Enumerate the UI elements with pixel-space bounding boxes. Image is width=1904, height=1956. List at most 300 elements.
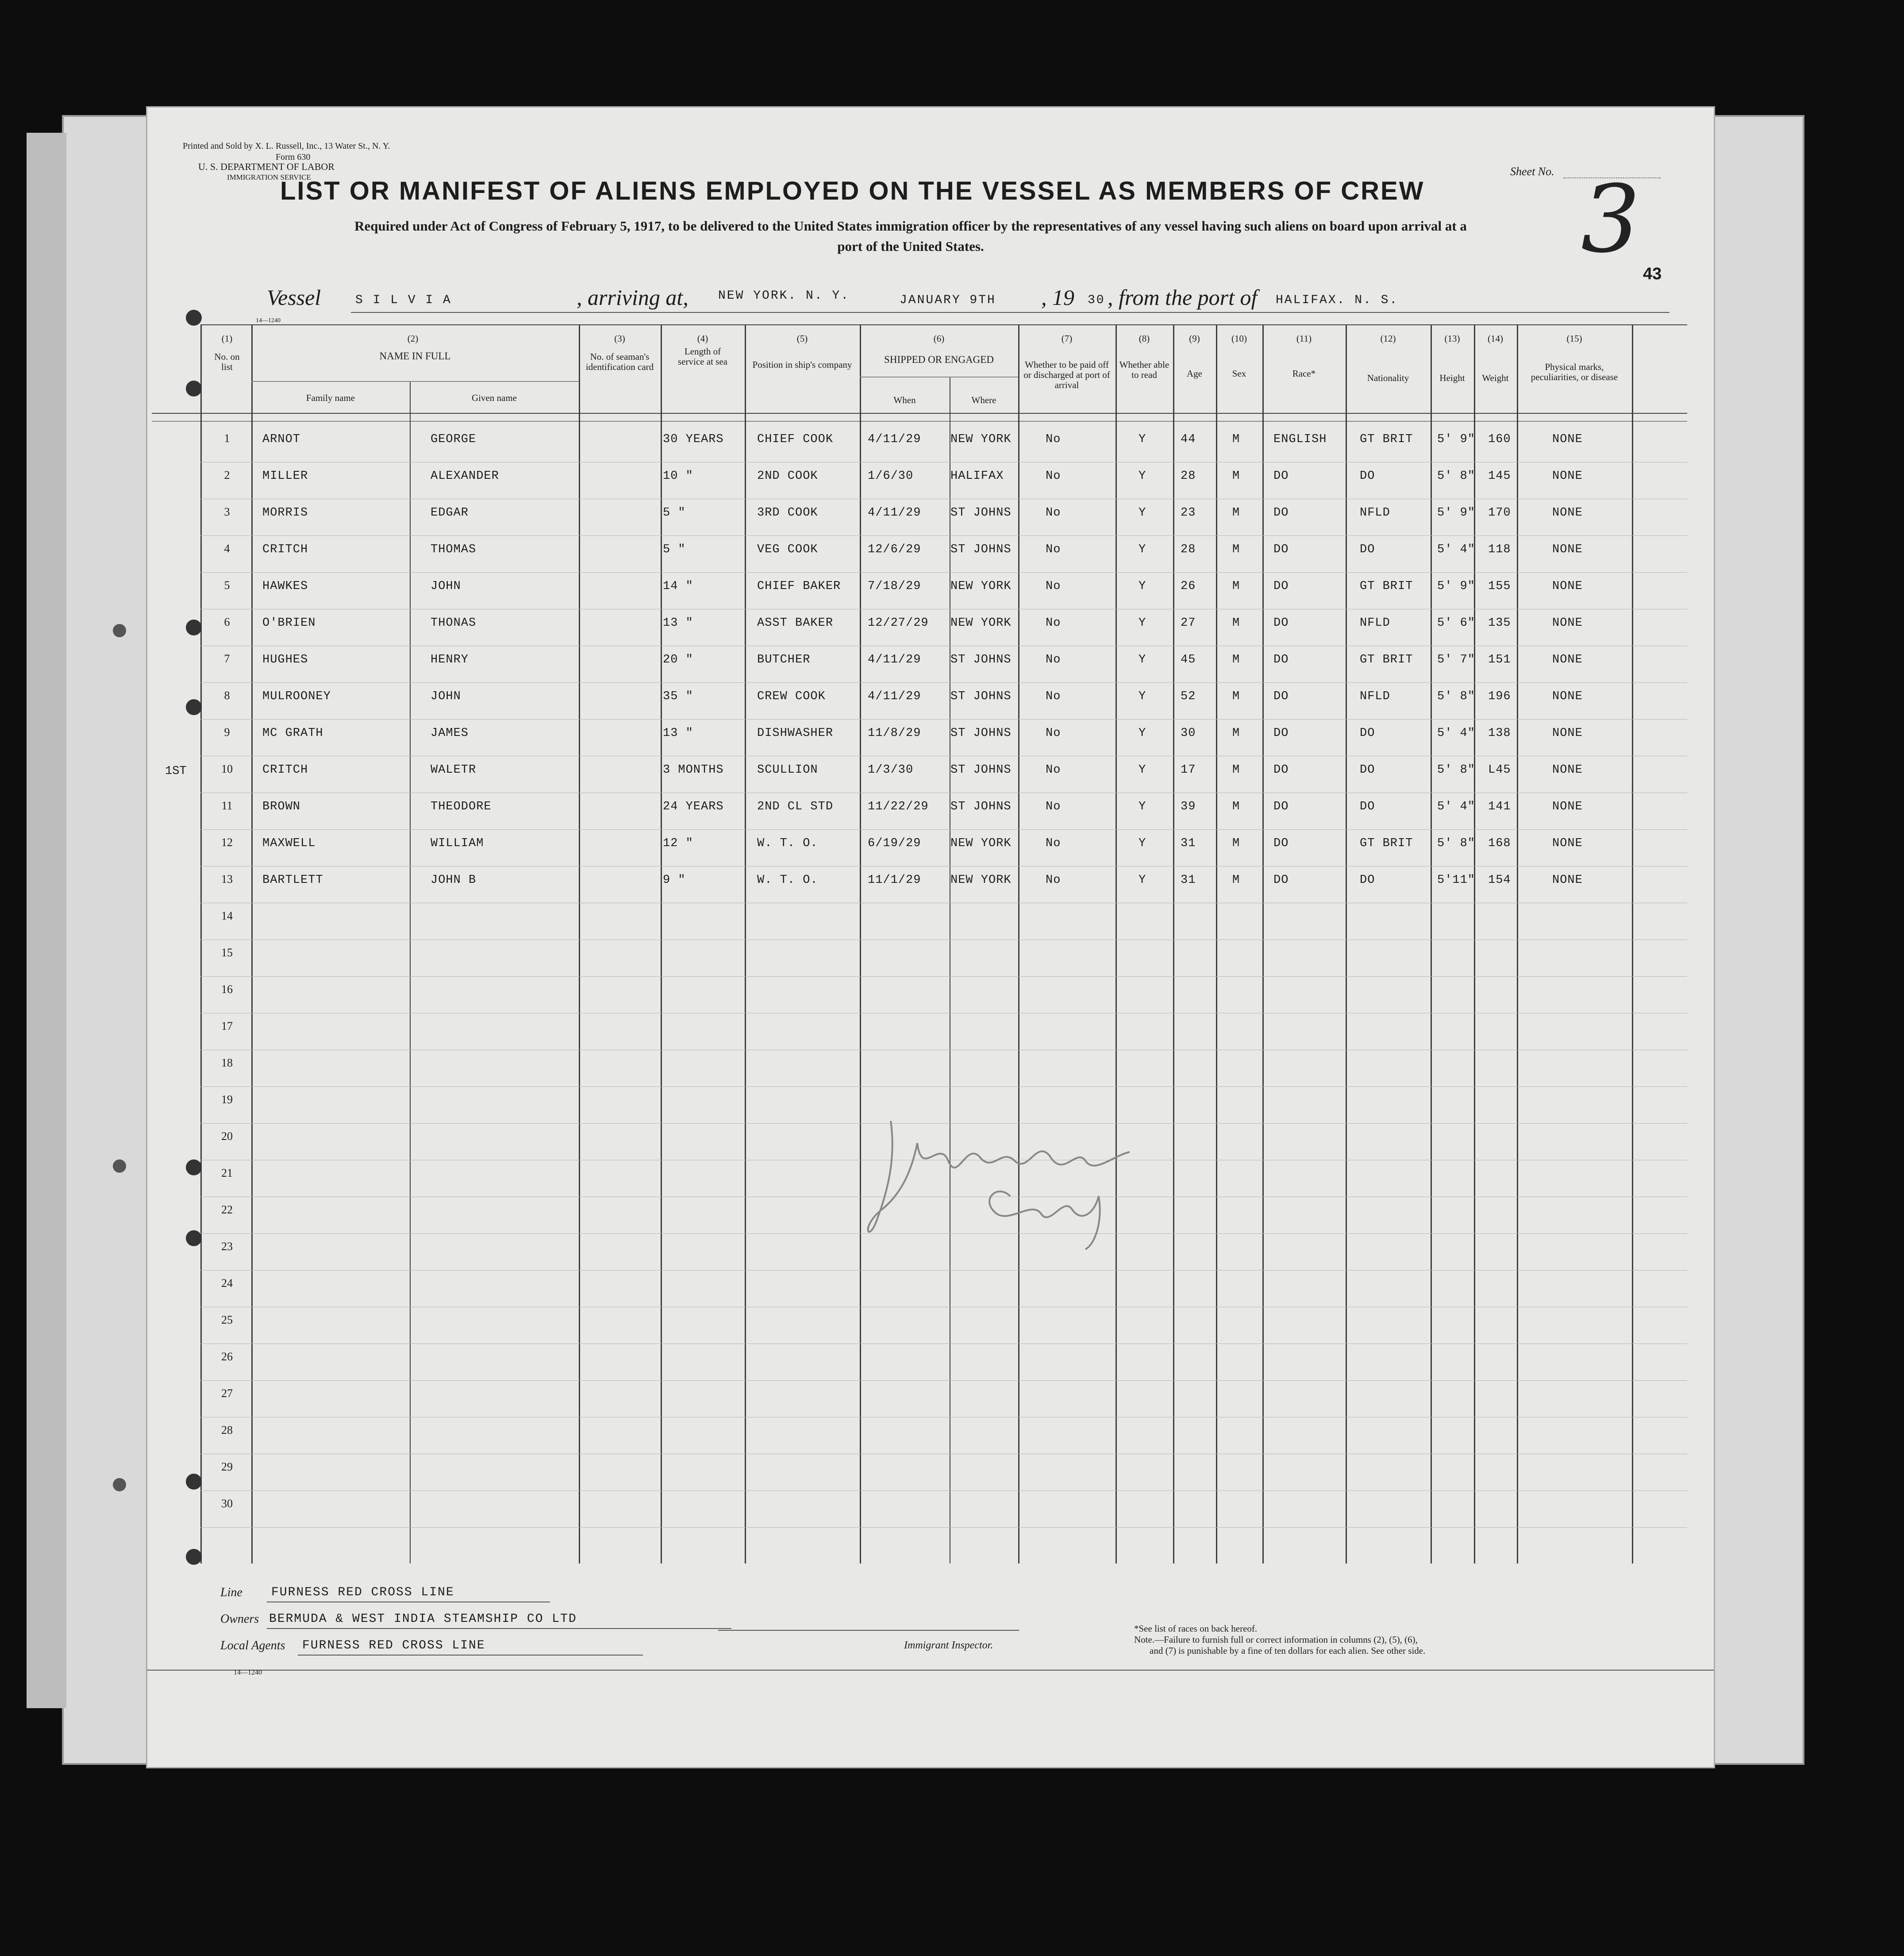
cell-nat: GT BRIT bbox=[1360, 653, 1413, 666]
cell-race: DO bbox=[1273, 653, 1289, 666]
cell-weight: 141 bbox=[1488, 800, 1511, 813]
punch-hole bbox=[113, 624, 126, 637]
cell-given: WILLIAM bbox=[431, 837, 484, 850]
cell-height: 5' 8" bbox=[1437, 837, 1476, 850]
row-rule bbox=[200, 1086, 1687, 1087]
cell-sex: M bbox=[1232, 433, 1240, 446]
row-number: 26 bbox=[221, 1350, 233, 1363]
col10-header: Sex bbox=[1232, 368, 1246, 379]
cell-race: DO bbox=[1273, 543, 1289, 556]
subtitle-line-2: port of the United States. bbox=[837, 239, 984, 254]
table-row bbox=[147, 873, 1714, 909]
cell-height: 5' 9" bbox=[1437, 580, 1476, 593]
cell-nat: NFLD bbox=[1360, 690, 1390, 703]
cell-given: JOHN bbox=[431, 580, 461, 593]
inspector-signature-line bbox=[718, 1630, 1019, 1631]
cell-age: 26 bbox=[1181, 580, 1196, 593]
cell-marks: NONE bbox=[1552, 874, 1583, 887]
cell-where: HALIFAX bbox=[950, 470, 1004, 483]
cell-family: CRITCH bbox=[262, 763, 308, 777]
table-row bbox=[147, 579, 1714, 616]
cell-height: 5' 8" bbox=[1437, 763, 1476, 777]
col7-num: (7) bbox=[1061, 333, 1073, 344]
cell-race: DO bbox=[1273, 690, 1289, 703]
cell-race: ENGLISH bbox=[1273, 433, 1327, 446]
header-bottom-rule bbox=[152, 413, 1687, 414]
table-row bbox=[147, 542, 1714, 579]
col11-num: (11) bbox=[1296, 333, 1312, 344]
cell-height: 5'11" bbox=[1437, 874, 1476, 887]
cell-nat: NFLD bbox=[1360, 506, 1390, 520]
cell-nat: GT BRIT bbox=[1360, 580, 1413, 593]
table-row bbox=[147, 469, 1714, 505]
col4-header: Length of service at sea bbox=[678, 346, 727, 367]
cell-weight: L45 bbox=[1488, 763, 1511, 777]
cell-paid: No bbox=[1046, 470, 1061, 483]
cell-service: 35 " bbox=[663, 690, 693, 703]
cell-where: NEW YORK bbox=[950, 580, 1012, 593]
cell-sex: M bbox=[1232, 763, 1240, 777]
row-rule bbox=[200, 1527, 1687, 1528]
where-header: Where bbox=[971, 395, 996, 405]
cell-when: 4/11/29 bbox=[868, 653, 921, 666]
row-number: 25 bbox=[221, 1313, 233, 1326]
cell-read: Y bbox=[1139, 800, 1146, 813]
form-number: Form 630 bbox=[276, 152, 311, 162]
col3-header: No. of seaman's identification card bbox=[585, 351, 654, 372]
col15-num: (15) bbox=[1566, 333, 1582, 344]
printer-line: Printed and Sold by X. L. Russell, Inc., 13 Water St., N. Y. bbox=[183, 141, 390, 151]
cell-paid: No bbox=[1046, 433, 1061, 446]
table-body bbox=[147, 421, 1714, 1563]
owners-underline bbox=[267, 1628, 731, 1629]
col10-num: (10) bbox=[1231, 333, 1247, 344]
agents-value: FURNESS RED CROSS LINE bbox=[302, 1639, 485, 1652]
table-row bbox=[147, 799, 1714, 836]
punch-hole bbox=[186, 1549, 202, 1565]
cell-marks: NONE bbox=[1552, 727, 1583, 740]
col2-header: NAME IN FULL bbox=[379, 350, 451, 362]
cell-age: 27 bbox=[1181, 616, 1196, 630]
col8-num: (8) bbox=[1139, 333, 1150, 344]
cell-marks: NONE bbox=[1552, 653, 1583, 666]
cell-position: 2ND COOK bbox=[757, 470, 818, 483]
cell-where: NEW YORK bbox=[950, 616, 1012, 630]
cell-when: 12/6/29 bbox=[868, 543, 921, 556]
cell-marks: NONE bbox=[1552, 616, 1583, 630]
col14-num: (14) bbox=[1488, 333, 1503, 344]
cell-family: MULROONEY bbox=[262, 690, 331, 703]
form-code-bottom: 14—1240 bbox=[234, 1669, 262, 1676]
cell-paid: No bbox=[1046, 874, 1061, 887]
row-number: 28 bbox=[221, 1424, 233, 1436]
cell-given: THONAS bbox=[431, 616, 477, 630]
cell-marks: NONE bbox=[1552, 433, 1583, 446]
year-label: , 19 bbox=[1041, 285, 1074, 310]
cell-read: Y bbox=[1139, 543, 1146, 556]
cell-where: ST JOHNS bbox=[950, 506, 1012, 520]
races-note: *See list of races on back hereof. bbox=[1134, 1623, 1258, 1634]
cell-sex: M bbox=[1232, 506, 1240, 520]
cell-marks: NONE bbox=[1552, 837, 1583, 850]
cell-marks: NONE bbox=[1552, 543, 1583, 556]
cell-service: 3 MONTHS bbox=[663, 763, 724, 777]
cell-nat: DO bbox=[1360, 800, 1375, 813]
punch-hole bbox=[186, 1474, 202, 1490]
cell-given: GEORGE bbox=[431, 433, 477, 446]
table-row bbox=[147, 689, 1714, 726]
cell-family: MAXWELL bbox=[262, 837, 316, 850]
sheet-number-handwritten: 3 bbox=[1581, 165, 1640, 273]
cell-position: ASST BAKER bbox=[757, 616, 834, 630]
cell-sex: M bbox=[1232, 543, 1240, 556]
cell-position: CREW COOK bbox=[757, 690, 826, 703]
cell-marks: NONE bbox=[1552, 800, 1583, 813]
vessel-label: Vessel bbox=[267, 285, 321, 310]
row-number: 6 bbox=[224, 616, 230, 628]
row-number: 18 bbox=[221, 1056, 233, 1069]
cell-height: 5' 6" bbox=[1437, 616, 1476, 630]
table-row bbox=[147, 616, 1714, 652]
col13-num: (13) bbox=[1444, 333, 1460, 344]
owners-value: BERMUDA & WEST INDIA STEAMSHIP CO LTD bbox=[269, 1612, 577, 1626]
cell-given: THEODORE bbox=[431, 800, 492, 813]
row-number: 15 bbox=[221, 946, 233, 959]
col3-num: (3) bbox=[614, 333, 625, 344]
col2-subrule bbox=[251, 381, 579, 382]
cell-given: EDGAR bbox=[431, 506, 469, 520]
cell-service: 5 " bbox=[663, 543, 686, 556]
service: IMMIGRATION SERVICE bbox=[227, 173, 311, 181]
punch-hole bbox=[186, 1159, 202, 1175]
cell-weight: 138 bbox=[1488, 727, 1511, 740]
cell-family: HAWKES bbox=[262, 580, 308, 593]
cell-nat: NFLD bbox=[1360, 616, 1390, 630]
col11-header: Race* bbox=[1292, 368, 1316, 379]
cell-family: BARTLETT bbox=[262, 874, 323, 887]
cell-race: DO bbox=[1273, 800, 1289, 813]
line-label: Line bbox=[220, 1586, 242, 1599]
cell-nat: GT BRIT bbox=[1360, 433, 1413, 446]
cell-nat: DO bbox=[1360, 727, 1375, 740]
cell-race: DO bbox=[1273, 837, 1289, 850]
cell-age: 23 bbox=[1181, 506, 1196, 520]
col4-num: (4) bbox=[697, 333, 708, 344]
cell-age: 28 bbox=[1181, 470, 1196, 483]
cell-when: 4/11/29 bbox=[868, 506, 921, 520]
cell-weight: 145 bbox=[1488, 470, 1511, 483]
col15-header: Physical marks, peculiarities, or disease bbox=[1531, 362, 1618, 382]
cell-age: 17 bbox=[1181, 763, 1196, 777]
punch-hole bbox=[186, 310, 202, 326]
cell-position: W. T. O. bbox=[757, 874, 818, 887]
col1-header: No. on list bbox=[214, 351, 240, 372]
cell-nat: GT BRIT bbox=[1360, 837, 1413, 850]
margin-mark: 1ST bbox=[165, 765, 187, 778]
fine-note-2: and (7) is punishable by a fine of ten dollars for each alien. See other side. bbox=[1150, 1645, 1426, 1656]
cell-when: 4/11/29 bbox=[868, 433, 921, 446]
given-name-header: Given name bbox=[471, 393, 517, 403]
col1-num: (1) bbox=[221, 333, 233, 344]
cell-paid: No bbox=[1046, 763, 1061, 777]
inspector-signature bbox=[864, 1112, 1147, 1254]
cell-race: DO bbox=[1273, 874, 1289, 887]
col2-num: (2) bbox=[407, 333, 419, 344]
cell-where: ST JOHNS bbox=[950, 690, 1012, 703]
cell-paid: No bbox=[1046, 543, 1061, 556]
fine-note-1: Note.—Failure to furnish full or correct information in columns (2), (5), (6), bbox=[1134, 1634, 1418, 1645]
inspector-label: Immigrant Inspector. bbox=[904, 1640, 993, 1651]
cell-race: DO bbox=[1273, 727, 1289, 740]
row-number: 8 bbox=[224, 689, 230, 702]
cell-sex: M bbox=[1232, 580, 1240, 593]
cell-sex: M bbox=[1232, 800, 1240, 813]
cell-service: 30 YEARS bbox=[663, 433, 724, 446]
cell-race: DO bbox=[1273, 506, 1289, 520]
col5-header: Position in ship's company bbox=[752, 359, 852, 370]
cell-read: Y bbox=[1139, 837, 1146, 850]
cell-family: MILLER bbox=[262, 470, 308, 483]
row-number: 11 bbox=[221, 799, 233, 812]
cell-position: 3RD COOK bbox=[757, 506, 818, 520]
arriving-label: , arriving at, bbox=[577, 285, 689, 310]
cell-service: 10 " bbox=[663, 470, 693, 483]
row-number: 24 bbox=[221, 1277, 233, 1290]
cell-when: 1/6/30 bbox=[868, 470, 914, 483]
row-number: 2 bbox=[224, 469, 230, 481]
cell-age: 44 bbox=[1181, 433, 1196, 446]
cell-when: 6/19/29 bbox=[868, 837, 921, 850]
cell-paid: No bbox=[1046, 653, 1061, 666]
cell-nat: DO bbox=[1360, 874, 1375, 887]
cell-where: ST JOHNS bbox=[950, 800, 1012, 813]
department: U. S. DEPARTMENT OF LABOR bbox=[198, 161, 335, 172]
form-title: LIST OR MANIFEST OF ALIENS EMPLOYED ON THE VESSEL AS MEMBERS OF CREW bbox=[280, 177, 1425, 205]
punch-hole bbox=[186, 699, 202, 715]
cell-age: 28 bbox=[1181, 543, 1196, 556]
cell-read: Y bbox=[1139, 874, 1146, 887]
cell-height: 5' 4" bbox=[1437, 543, 1476, 556]
cell-race: DO bbox=[1273, 470, 1289, 483]
row-number: 23 bbox=[221, 1240, 233, 1253]
punch-hole bbox=[186, 620, 202, 635]
cell-position: VEG COOK bbox=[757, 543, 818, 556]
cell-position: DISHWASHER bbox=[757, 727, 834, 740]
crew-table bbox=[147, 324, 1714, 1670]
col14-header: Weight bbox=[1482, 373, 1509, 383]
row-number: 7 bbox=[224, 652, 230, 665]
cell-read: Y bbox=[1139, 470, 1146, 483]
row-number: 14 bbox=[221, 909, 233, 922]
form-subtitle bbox=[174, 216, 1647, 257]
arrival-date: JANUARY 9TH bbox=[900, 293, 996, 307]
row-rule bbox=[200, 1490, 1687, 1491]
cell-family: CRITCH bbox=[262, 543, 308, 556]
cell-sex: M bbox=[1232, 616, 1240, 630]
binding-edge bbox=[27, 133, 66, 1708]
col12-num: (12) bbox=[1380, 333, 1396, 344]
line-value: FURNESS RED CROSS LINE bbox=[271, 1586, 454, 1599]
subtitle-line-1: Required under Act of Congress of February 5, 1917, to be delivered to the United States immigration officer by the representatives of any vessel having such aliens on board upon arrival at a bbox=[354, 218, 1467, 234]
cell-age: 39 bbox=[1181, 800, 1196, 813]
cell-family: MC GRATH bbox=[262, 727, 323, 740]
vessel-name: S I L V I A bbox=[355, 293, 452, 307]
manifest-sheet bbox=[146, 106, 1715, 1768]
cell-paid: No bbox=[1046, 727, 1061, 740]
cell-age: 52 bbox=[1181, 690, 1196, 703]
arriving-port: NEW YORK. N. Y. bbox=[718, 289, 850, 303]
form-code-top: 14—1240 bbox=[256, 317, 281, 324]
col8-header: Whether able to read bbox=[1119, 359, 1169, 380]
cell-where: ST JOHNS bbox=[950, 763, 1012, 777]
page-stamp: 43 bbox=[1643, 265, 1662, 283]
cell-weight: 168 bbox=[1488, 837, 1511, 850]
cell-race: DO bbox=[1273, 580, 1289, 593]
cell-read: Y bbox=[1139, 616, 1146, 630]
agents-underline bbox=[298, 1655, 643, 1656]
cell-race: DO bbox=[1273, 616, 1289, 630]
cell-when: 4/11/29 bbox=[868, 690, 921, 703]
cell-race: DO bbox=[1273, 763, 1289, 777]
table-row bbox=[147, 432, 1714, 469]
cell-family: ARNOT bbox=[262, 433, 301, 446]
cell-marks: NONE bbox=[1552, 470, 1583, 483]
cell-position: W. T. O. bbox=[757, 837, 818, 850]
cell-given: JOHN B bbox=[431, 874, 477, 887]
row-number: 13 bbox=[221, 873, 233, 886]
year-value: 30 bbox=[1088, 293, 1105, 307]
col9-header: Age bbox=[1187, 368, 1202, 379]
cell-read: Y bbox=[1139, 433, 1146, 446]
cell-paid: No bbox=[1046, 837, 1061, 850]
cell-height: 5' 7" bbox=[1437, 653, 1476, 666]
cell-where: NEW YORK bbox=[950, 433, 1012, 446]
table-top-rule bbox=[200, 324, 1687, 325]
cell-where: NEW YORK bbox=[950, 874, 1012, 887]
cell-service: 12 " bbox=[663, 837, 693, 850]
cell-position: CHIEF COOK bbox=[757, 433, 834, 446]
col6-num: (6) bbox=[933, 333, 945, 344]
cell-marks: NONE bbox=[1552, 580, 1583, 593]
row-number: 1 bbox=[224, 432, 230, 445]
sheet-no-label: Sheet No. bbox=[1510, 165, 1554, 178]
row-number: 5 bbox=[224, 579, 230, 592]
row-number: 27 bbox=[221, 1387, 233, 1400]
col12-header: Nationality bbox=[1367, 373, 1409, 383]
cell-family: HUGHES bbox=[262, 653, 308, 666]
cell-nat: DO bbox=[1360, 543, 1375, 556]
cell-weight: 155 bbox=[1488, 580, 1511, 593]
cell-position: 2ND CL STD bbox=[757, 800, 834, 813]
family-name-header: Family name bbox=[306, 393, 355, 403]
row-number: 9 bbox=[224, 726, 230, 739]
cell-weight: 160 bbox=[1488, 433, 1511, 446]
cell-weight: 118 bbox=[1488, 543, 1511, 556]
cell-paid: No bbox=[1046, 800, 1061, 813]
cell-service: 20 " bbox=[663, 653, 693, 666]
cell-age: 45 bbox=[1181, 653, 1196, 666]
row-rule bbox=[200, 976, 1687, 977]
cell-weight: 154 bbox=[1488, 874, 1511, 887]
cell-given: ALEXANDER bbox=[431, 470, 499, 483]
punch-hole bbox=[186, 381, 202, 397]
cell-when: 11/1/29 bbox=[868, 874, 921, 887]
cell-service: 13 " bbox=[663, 616, 693, 630]
cell-height: 5' 8" bbox=[1437, 470, 1476, 483]
row-number: 19 bbox=[221, 1093, 233, 1106]
row-number: 20 bbox=[221, 1130, 233, 1143]
cell-where: ST JOHNS bbox=[950, 727, 1012, 740]
cell-where: ST JOHNS bbox=[950, 543, 1012, 556]
cell-sex: M bbox=[1232, 653, 1240, 666]
cell-given: THOMAS bbox=[431, 543, 477, 556]
row-rule bbox=[200, 1380, 1687, 1381]
cell-when: 12/27/29 bbox=[868, 616, 929, 630]
cell-weight: 151 bbox=[1488, 653, 1511, 666]
col9-num: (9) bbox=[1189, 333, 1200, 344]
cell-read: Y bbox=[1139, 690, 1146, 703]
col5-num: (5) bbox=[796, 333, 808, 344]
cell-age: 31 bbox=[1181, 837, 1196, 850]
table-row bbox=[147, 726, 1714, 762]
cell-read: Y bbox=[1139, 580, 1146, 593]
cell-height: 5' 9" bbox=[1437, 433, 1476, 446]
table-row bbox=[147, 505, 1714, 542]
row-rule bbox=[200, 1270, 1687, 1271]
cell-family: O'BRIEN bbox=[262, 616, 316, 630]
row-number: 16 bbox=[221, 983, 233, 996]
cell-when: 11/8/29 bbox=[868, 727, 921, 740]
cell-service: 14 " bbox=[663, 580, 693, 593]
cell-marks: NONE bbox=[1552, 506, 1583, 520]
cell-nat: DO bbox=[1360, 763, 1375, 777]
col6-header: SHIPPED OR ENGAGED bbox=[884, 354, 994, 365]
agents-label: Local Agents bbox=[220, 1639, 285, 1652]
cell-position: SCULLION bbox=[757, 763, 818, 777]
cell-height: 5' 4" bbox=[1437, 727, 1476, 740]
cell-service: 9 " bbox=[663, 874, 686, 887]
cell-read: Y bbox=[1139, 653, 1146, 666]
footer-rule bbox=[147, 1670, 1714, 1671]
cell-when: 1/3/30 bbox=[868, 763, 914, 777]
cell-paid: No bbox=[1046, 690, 1061, 703]
cell-sex: M bbox=[1232, 727, 1240, 740]
punch-hole bbox=[113, 1478, 126, 1491]
cell-paid: No bbox=[1046, 616, 1061, 630]
table-row bbox=[147, 836, 1714, 873]
row-number: 10 bbox=[221, 762, 233, 775]
col13-header: Height bbox=[1439, 373, 1465, 383]
cell-family: MORRIS bbox=[262, 506, 308, 520]
cell-service: 5 " bbox=[663, 506, 686, 520]
cell-marks: NONE bbox=[1552, 763, 1583, 777]
cell-age: 31 bbox=[1181, 874, 1196, 887]
cell-position: BUTCHER bbox=[757, 653, 811, 666]
from-port: HALIFAX. N. S. bbox=[1276, 293, 1399, 307]
owners-label: Owners bbox=[220, 1612, 259, 1626]
row-number: 12 bbox=[221, 836, 233, 849]
row-rule bbox=[200, 939, 1687, 940]
cell-sex: M bbox=[1232, 470, 1240, 483]
row-number: 3 bbox=[224, 505, 230, 518]
row-number: 21 bbox=[221, 1167, 233, 1179]
row-number: 30 bbox=[221, 1497, 233, 1510]
cell-given: WALETR bbox=[431, 763, 477, 777]
cell-where: NEW YORK bbox=[950, 837, 1012, 850]
cell-height: 5' 9" bbox=[1437, 506, 1476, 520]
cell-read: Y bbox=[1139, 506, 1146, 520]
cell-when: 7/18/29 bbox=[868, 580, 921, 593]
